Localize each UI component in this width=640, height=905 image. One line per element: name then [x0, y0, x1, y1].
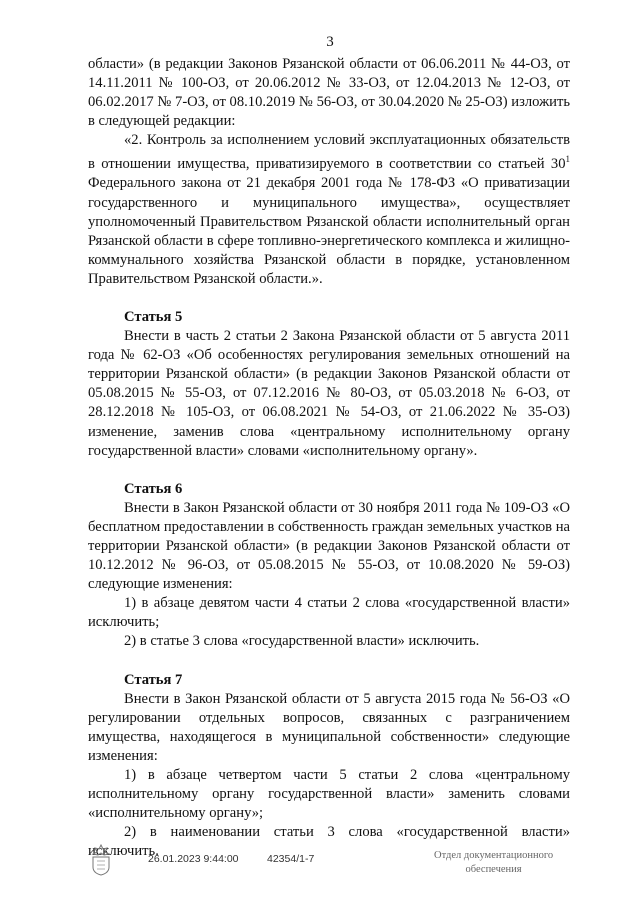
- paragraph: 1) в абзаце четвертом части 5 статьи 2 слова «центральному исполнительному органу государственной власти» заменить словами «исполнительному органу»;: [88, 767, 570, 822]
- paragraph-gap: [88, 461, 570, 480]
- article-heading: Статья 7: [124, 671, 183, 688]
- department-line-1: Отдел документационного: [434, 850, 554, 861]
- paragraph: Внести в Закон Рязанской области от 30 ноября 2011 года № 109-ОЗ «О бесплатном предоставлении в собственность граждан земельных участков на территории Рязанской области» (в редакции Законов Рязанской области от 10.12.2012 № 96-ОЗ, от 05.08.2015 № 55-ОЗ, от 10.08.2020 № 59-ОЗ) следующие изменения:: [88, 499, 570, 593]
- paragraph: Внести в часть 2 статьи 2 Закона Рязанской области от 5 августа 2011 года № 62-ОЗ «Об особенностях регулирования земельных отношений на территории Рязанской области» (в редакции Законов Рязанской области от 05.08.2015 № 55-ОЗ, от 07.12.2016 № 80-ОЗ, от 05.03.2018 № 6-ОЗ, от 28.12.2018 № 105-ОЗ, от 06.08.2021 № 54-ОЗ, от 21.06.2022 № 35-ОЗ) изменение, заменив слова «центральному исполнительному органу государственной власти» словами «исполнительному органу».: [88, 328, 570, 459]
- paragraph: «2. Контроль за исполнением условий эксплуатационных обязательств в отношении имущества, приватизируемого в соответствии со статьей $30^1$ Федерального закона от 21 декабря 2001 года № 178-ФЗ «О приватизации государственного и муниципального имущества», осуществляет уполномоченный Правительством Рязанской области исполнительный орган Рязанской области в сфере топливно-энергетического комплекса и жилищно-коммунального хозяйства Рязанской области в порядке, установленном Правительством Рязанской области.».: [88, 132, 570, 287]
- document-body: [88, 55, 570, 862]
- stamp-number: 42354/1-7: [267, 853, 315, 865]
- paragraph: 2) в статье 3 слова «государственной власти» исключить.: [124, 633, 480, 650]
- paragraph: области» (в редакции Законов Рязанской области от 06.06.2011 № 44-ОЗ, от 14.11.2011 № 100-ОЗ, от 20.06.2012 № 33-ОЗ, от 12.04.2013 № 12-ОЗ, от 06.02.2017 № 7-ОЗ, от 08.10.2019 № 56-ОЗ, от 30.04.2020 № 25-ОЗ) изложить в следующей редакции:: [88, 56, 570, 130]
- department-stamp: [434, 849, 553, 877]
- stamp-date: 26.01.2023 9:44:00: [148, 853, 239, 865]
- paragraph: 1) в абзаце девятом части 4 статьи 2 слова «государственной власти» исключить;: [88, 595, 570, 631]
- paragraph: Внести в Закон Рязанской области от 5 августа 2015 года № 56-ОЗ «О регулировании отдельных вопросов, связанных с разграничением имущества, находящегося в муниципальной собственности» следующие изменения:: [88, 690, 570, 764]
- article-heading: Статья 6: [124, 480, 183, 497]
- footer: [0, 843, 640, 893]
- paragraph: 2) в наименовании статьи 3 слова «государственной власти» исключить.: [88, 824, 570, 860]
- paragraph-gap: [88, 289, 570, 308]
- page-number: 3: [326, 34, 334, 50]
- coat-of-arms-icon: [88, 843, 114, 877]
- department-line-2: обеспечения: [465, 864, 522, 875]
- article-heading: Статья 5: [124, 308, 183, 325]
- paragraph-gap: [88, 652, 570, 671]
